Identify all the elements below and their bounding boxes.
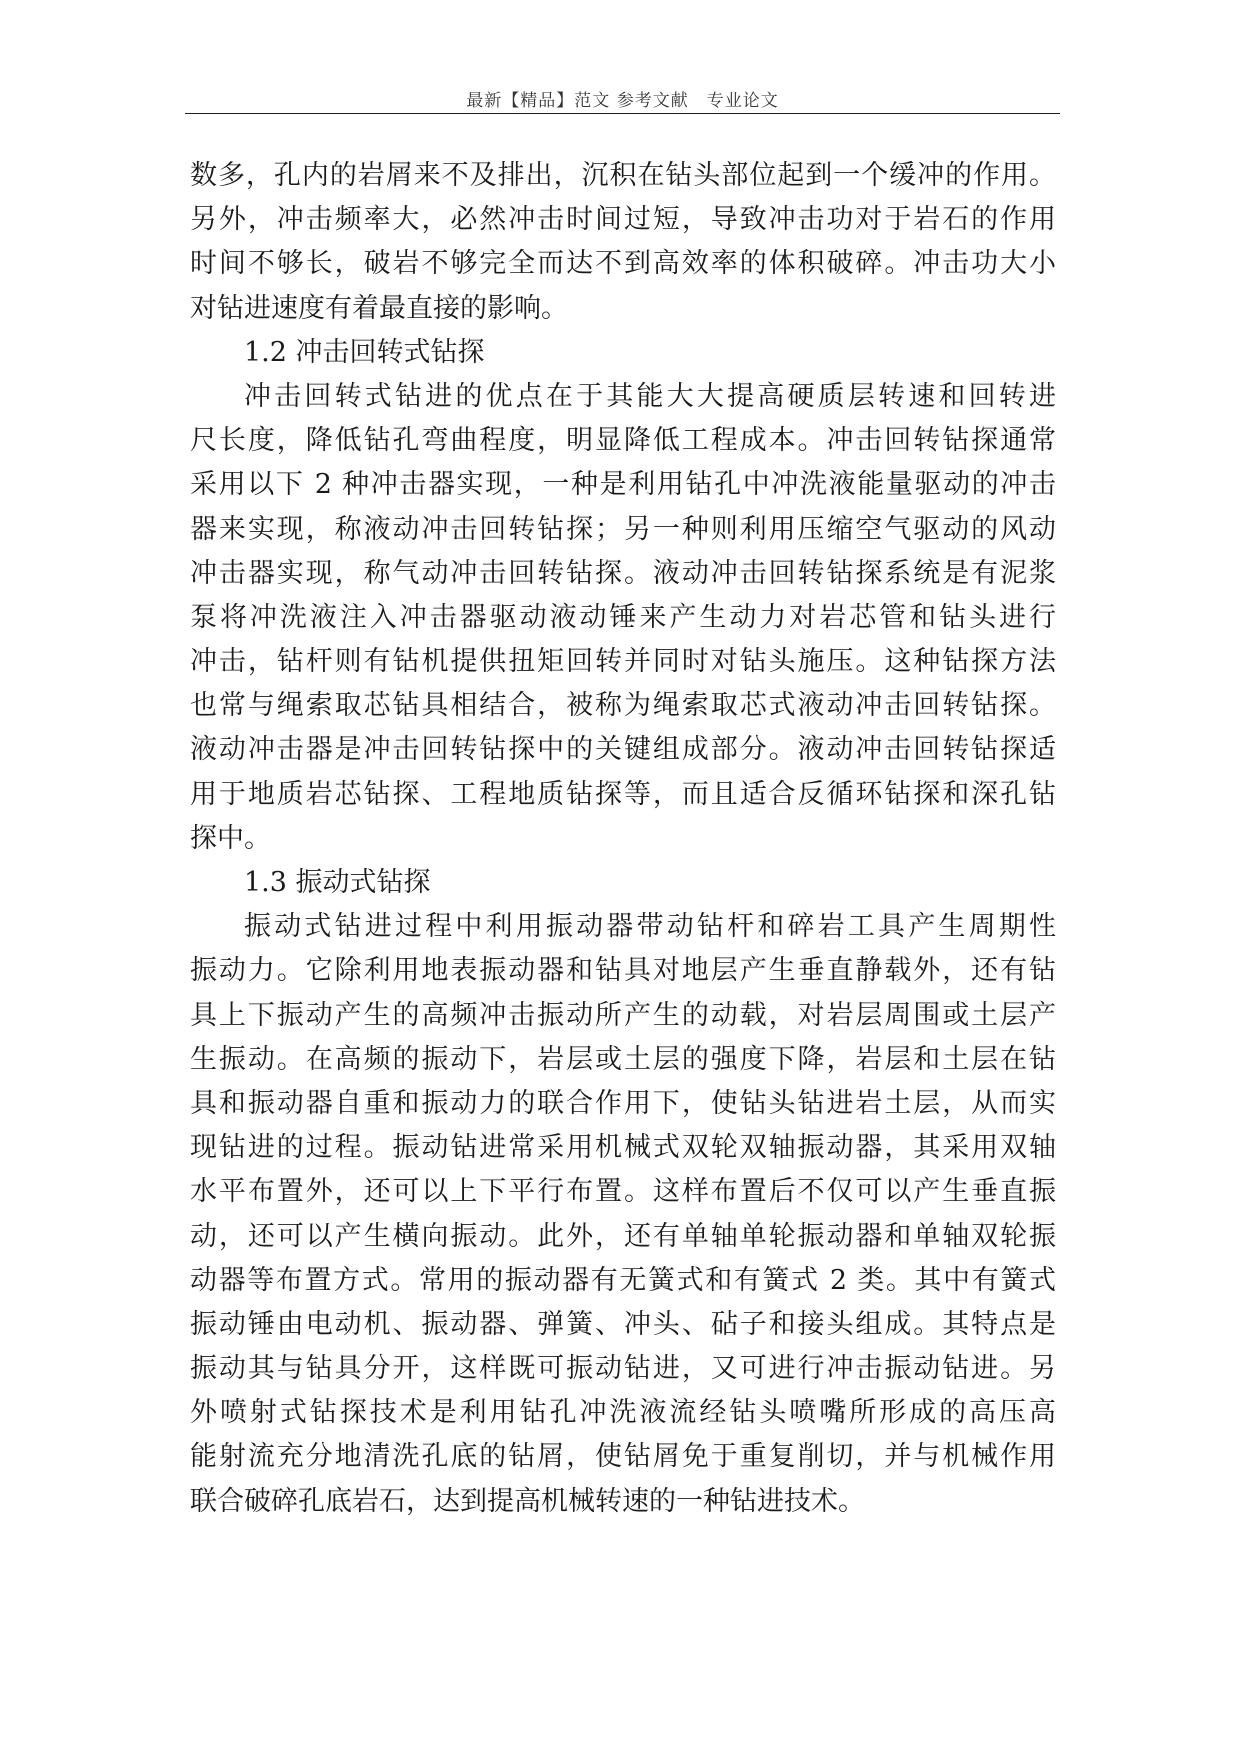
- text-line: 具上下振动产生的高频冲击振动所产生的动载，对岩层周围或土层产: [190, 999, 1056, 1031]
- text-line: 振动其与钻具分开，这样既可振动钻进，又可进行冲击振动钻进。另: [190, 1353, 1056, 1385]
- text-line: 泵将冲洗液注入冲击器驱动液动锤来产生动力对岩芯管和钻头进行: [190, 601, 1056, 633]
- text-line: 时间不够长，破岩不够完全而达不到高效率的体积破碎。冲击功大小: [190, 248, 1056, 280]
- text-line: 振动力。它除利用地表振动器和钻具对地层产生垂直静载外，还有钻: [190, 955, 1056, 987]
- text-line: 1.2 冲击回转式钻探: [244, 336, 485, 368]
- text-line: 液动冲击器是冲击回转钻探中的关键组成部分。液动冲击回转钻探适: [190, 734, 1056, 766]
- text-line: 外喷射式钻探技术是利用钻孔冲洗液流经钻头喷嘴所形成的高压高: [190, 1397, 1056, 1429]
- text-line: 具和振动器自重和振动力的联合作用下，使钻头钻进岩土层，从而实: [190, 1087, 1056, 1119]
- text-line: 动，还可以产生横向振动。此外，还有单轴单轮振动器和单轴双轮振: [190, 1220, 1056, 1252]
- text-line: 能射流充分地清洗孔底的钻屑，使钻屑免于重复削切，并与机械作用: [190, 1441, 1056, 1473]
- text-line: 生振动。在高频的振动下，岩层或土层的强度下降，岩层和土层在钻: [190, 1043, 1056, 1075]
- text-line: 器来实现，称液动冲击回转钻探；另一种则利用压缩空气驱动的风动: [190, 513, 1056, 545]
- text-line: 联合破碎孔底岩石，达到提高机械转速的一种钻进技术。: [190, 1485, 865, 1517]
- text-line: 数多，孔内的岩屑来不及排出，沉积在钻头部位起到一个缓冲的作用。: [190, 160, 1056, 191]
- header-divider: [185, 113, 1060, 114]
- text-line: 现钻进的过程。振动钻进常采用机械式双轮双轴振动器，其采用双轴: [190, 1132, 1056, 1164]
- text-line: 探中。: [190, 822, 271, 854]
- text-line: 冲击回转式钻进的优点在于其能大大提高硬质层转速和回转进: [244, 380, 1056, 412]
- text-line: 用于地质岩芯钻探、工程地质钻探等，而且适合反循环钻探和深孔钻: [190, 778, 1056, 810]
- text-line: 振动锤由电动机、振动器、弹簧、冲头、砧子和接头组成。其特点是: [190, 1308, 1056, 1340]
- text-line: 尺长度，降低钻孔弯曲程度，明显降低工程成本。冲击回转钻探通常: [190, 425, 1056, 457]
- text-line: 振动式钻进过程中利用振动器带动钻杆和碎岩工具产生周期性: [244, 911, 1056, 943]
- text-line: 冲击器实现，称气动冲击回转钻探。液动冲击回转钻探系统是有泥浆: [190, 557, 1056, 589]
- text-line: 另外，冲击频率大，必然冲击时间过短，导致冲击功对于岩石的作用: [190, 204, 1056, 236]
- text-line: 水平布置外，还可以上下平行布置。这样布置后不仅可以产生垂直振: [190, 1176, 1056, 1208]
- text-line: 采用以下 2 种冲击器实现，一种是利用钻孔中冲洗液能量驱动的冲击: [190, 469, 1056, 501]
- body-text: [190, 154, 1056, 1524]
- text-line: 也常与绳索取芯钻具相结合，被称为绳索取芯式液动冲击回转钻探。: [190, 690, 1056, 722]
- text-line: 对钻进速度有着最直接的影响。: [190, 292, 568, 324]
- text-line: 1.3 振动式钻探: [244, 867, 431, 898]
- text-line: 冲击，钻杆则有钻机提供扭矩回转并同时对钻头施压。这种钻探方法: [190, 646, 1056, 678]
- page-header: 最新【精品】范文 参考文献 专业论文: [466, 91, 779, 111]
- text-line: 动器等布置方式。常用的振动器有无簧式和有簧式 2 类。其中有簧式: [190, 1264, 1056, 1296]
